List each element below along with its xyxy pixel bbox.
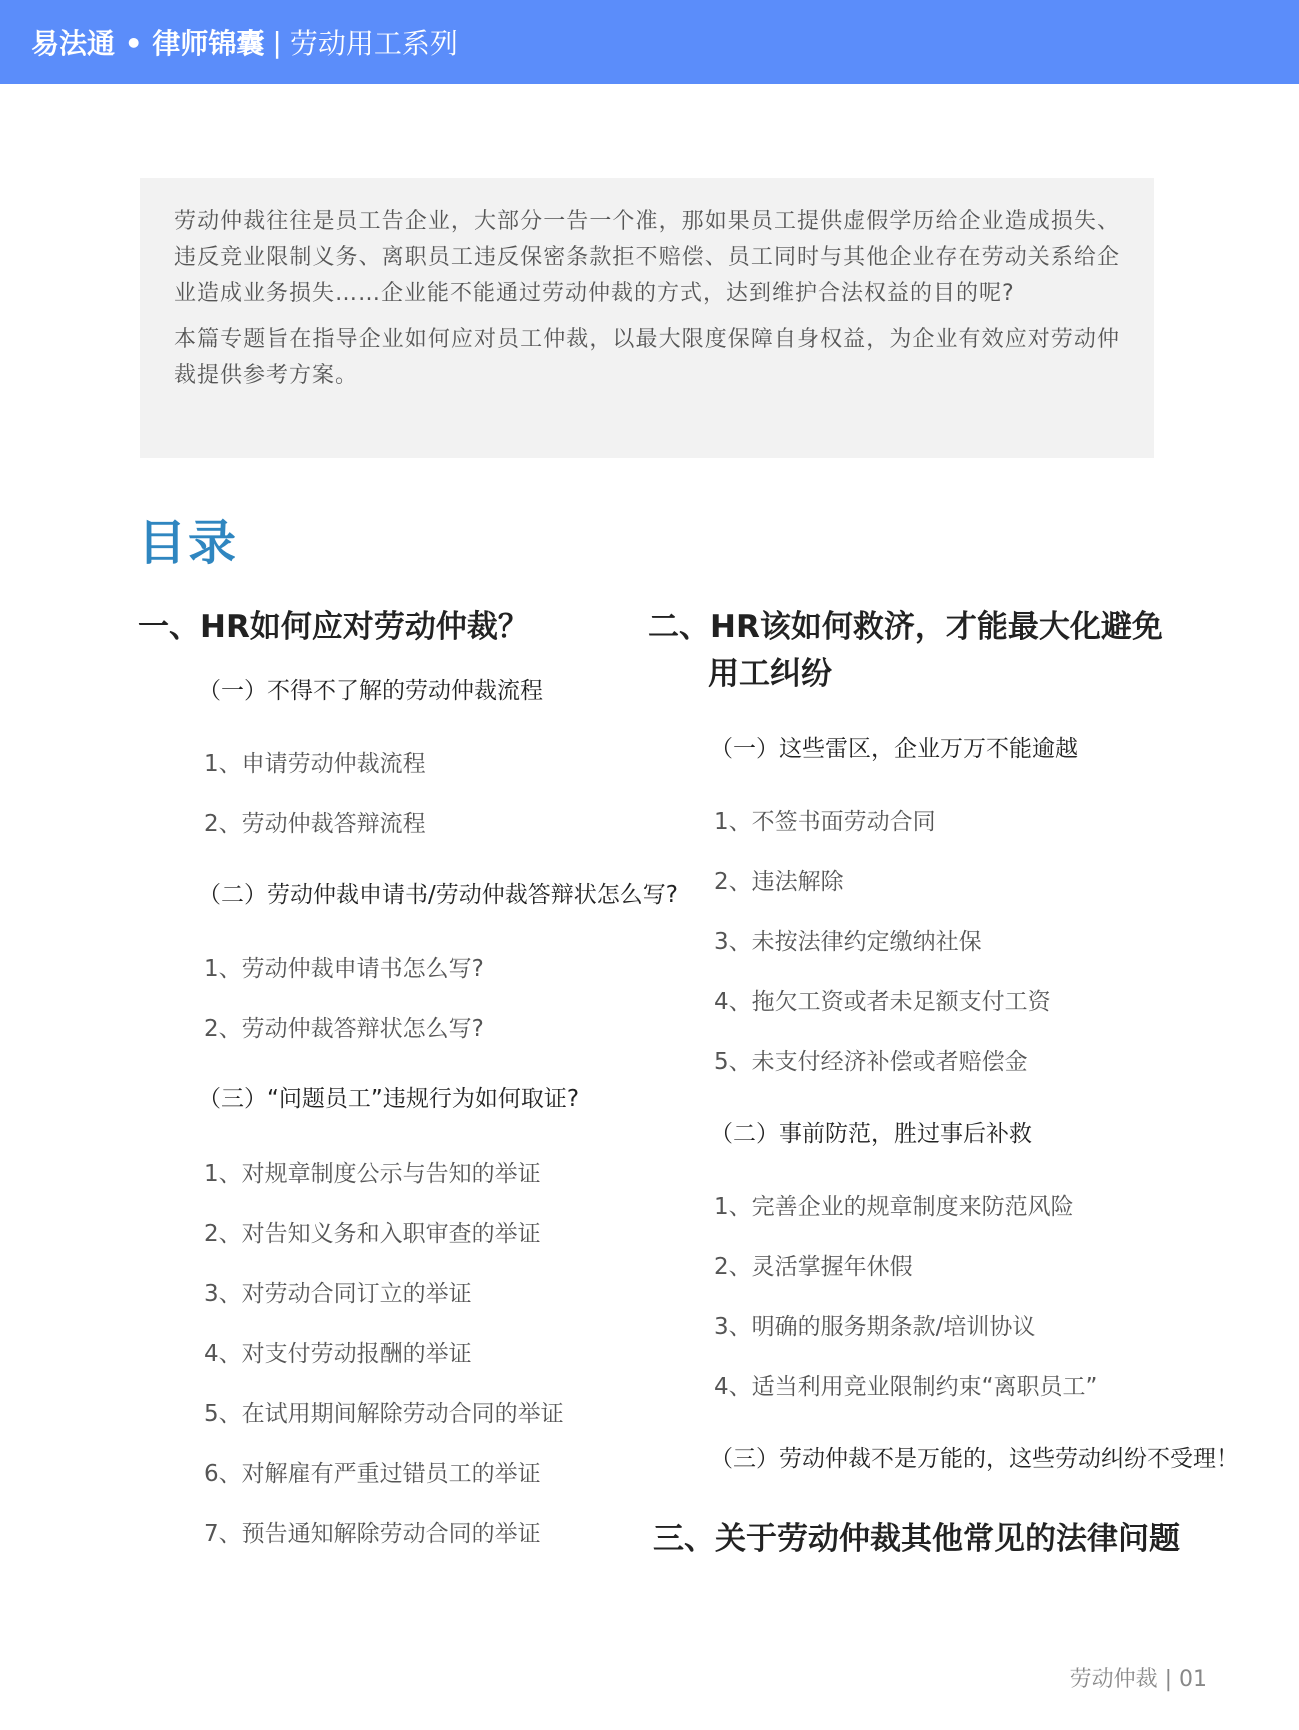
- toc-item[interactable]: 2、灵活掌握年休假: [714, 1254, 913, 1280]
- toc-item[interactable]: 3、未按法律约定缴纳社保: [714, 929, 982, 955]
- toc-sub-1-2[interactable]: （二）劳动仲裁申请书/劳动仲裁答辩状怎么写?: [198, 882, 678, 908]
- toc-sub-2-3[interactable]: （三）劳动仲裁不是万能的，这些劳动纠纷不受理！: [710, 1446, 1239, 1472]
- toc-item[interactable]: 2、劳动仲裁答辩状怎么写?: [204, 1016, 484, 1042]
- intro-paragraph-2: 本篇专题旨在指导企业如何应对员工仲裁，以最大限度保障自身权益，为企业有效应对劳动仲裁提供参考方案。: [174, 327, 1120, 388]
- footer-separator: |: [1164, 1667, 1172, 1692]
- page-header: [0, 0, 1299, 84]
- toc-item[interactable]: 4、适当利用竞业限制约束“离职员工”: [714, 1374, 1098, 1400]
- toc-item[interactable]: 1、完善企业的规章制度来防范风险: [714, 1194, 1074, 1220]
- footer-label: 劳动仲裁: [1069, 1667, 1158, 1692]
- toc-sub-1-1[interactable]: （一）不得不了解的劳动仲裁流程: [198, 678, 543, 704]
- page-number: 01: [1179, 1667, 1207, 1692]
- toc-sub-2-2[interactable]: （二）事前防范，胜过事后补救: [710, 1121, 1032, 1147]
- toc-section-3[interactable]: 三、关于劳动仲裁其他常见的法律问题: [653, 1521, 1180, 1557]
- toc-item[interactable]: 3、明确的服务期条款/培训协议: [714, 1314, 1036, 1340]
- page-footer: [1070, 1662, 1207, 1693]
- intro-paragraph-1: 劳动仲裁往往是员工告企业，大部分一告一个准，那如果员工提供虚假学历给企业造成损失、违反竞业限制义务、离职员工违反保密条款拒不赔偿、员工同时与其他企业存在劳动关系给企业造成业务损失……企业能不能通过劳动仲裁的方式，达到维护合法权益的目的呢?: [174, 209, 1120, 306]
- toc-item[interactable]: 1、劳动仲裁申请书怎么写?: [204, 956, 484, 982]
- header-series: 劳动用工系列: [289, 27, 458, 60]
- toc-item[interactable]: 4、拖欠工资或者未足额支付工资: [714, 989, 1051, 1015]
- toc-item[interactable]: 5、未支付经济补偿或者赔偿金: [714, 1049, 1028, 1075]
- toc-title: 目录: [138, 515, 239, 571]
- toc-item[interactable]: 1、申请劳动仲裁流程: [204, 751, 426, 777]
- toc-section-2[interactable]: 二、HR该如何救济，才能最大化避免: [648, 609, 1163, 645]
- header-brand: 易法通 • 律师锦囊: [31, 27, 265, 60]
- toc-item[interactable]: 1、对规章制度公示与告知的举证: [204, 1161, 541, 1187]
- toc-item[interactable]: 2、违法解除: [714, 869, 844, 895]
- toc-item[interactable]: 5、在试用期间解除劳动合同的举证: [204, 1401, 564, 1427]
- toc-sub-1-3[interactable]: （三）“问题员工”违规行为如何取证?: [198, 1086, 580, 1112]
- toc-item[interactable]: 6、对解雇有严重过错员工的举证: [204, 1461, 541, 1487]
- header-separator: |: [272, 25, 282, 59]
- intro-box: [140, 178, 1154, 458]
- toc-item[interactable]: 2、对告知义务和入职审查的举证: [204, 1221, 541, 1247]
- toc-item[interactable]: 7、预告通知解除劳动合同的举证: [204, 1521, 541, 1547]
- toc-sub-2-1[interactable]: （一）这些雷区，企业万万不能逾越: [710, 736, 1078, 762]
- toc-item[interactable]: 3、对劳动合同订立的举证: [204, 1281, 472, 1307]
- toc-item[interactable]: 1、不签书面劳动合同: [714, 809, 936, 835]
- toc-item[interactable]: 2、劳动仲裁答辩流程: [204, 811, 426, 837]
- toc-section-2-cont[interactable]: 用工纠纷: [708, 656, 832, 692]
- toc-item[interactable]: 4、对支付劳动报酬的举证: [204, 1341, 472, 1367]
- toc-section-1[interactable]: 一、HR如何应对劳动仲裁？: [138, 609, 529, 645]
